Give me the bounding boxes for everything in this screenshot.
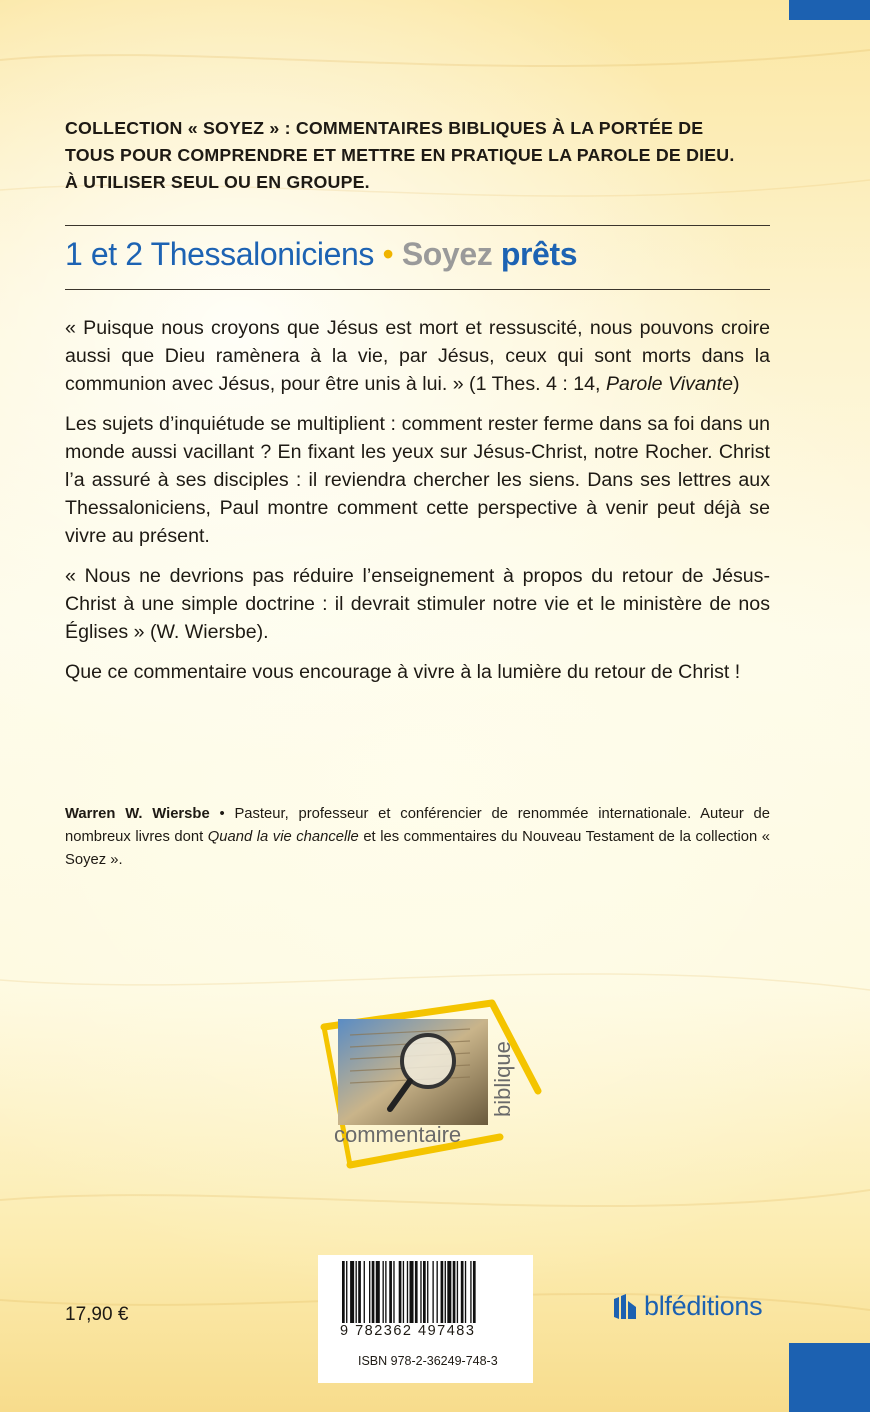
- isbn-label: ISBN 978-2-36249-748-3: [358, 1354, 498, 1368]
- title-separator: •: [382, 236, 394, 272]
- author-bio-end: et les commentaires du Nouveau Testament de la collection « Soyez ».: [65, 829, 770, 868]
- author-bio: [65, 803, 770, 872]
- title-prets: prêts: [500, 236, 578, 272]
- books-icon: [612, 1293, 638, 1321]
- back-cover-text: [65, 314, 770, 698]
- barcode-digits: 9 782362 497483: [340, 1323, 476, 1339]
- publisher-name: blféditions: [644, 1291, 763, 1321]
- collection-line-2: TOUS POUR COMPRENDRE ET METTRE EN PRATIQUE LA PAROLE DE DIEU.: [65, 145, 735, 165]
- top-divider: [65, 225, 770, 226]
- collection-line-1: COLLECTION « SOYEZ » : COMMENTAIRES BIBLIQUES À LA PORTÉE DE: [65, 118, 704, 138]
- paragraph-1: Les sujets d’inquiétude se multiplient : comment rester ferme dans sa foi dans un monde aussi vacillant ? En fixant les yeux sur Jésus-Christ, notre Rocher. Christ l’a assuré à ses disciples : il reviendra chercher les siens. Dans ses lettres aux Thessaloniciens, Paul montre comment cette perspective à venir peut déjà se vivre au présent.: [65, 413, 770, 547]
- logo-word-commentaire: commentaire: [334, 1122, 462, 1147]
- bottom-divider: [65, 289, 770, 290]
- author-bio-start: Pasteur, professeur et conférencier de renommée internationale. Auteur de nombreux livres dont: [65, 806, 770, 845]
- quote-1-source: Parole Vivante: [605, 373, 734, 395]
- blue-corner-top: [789, 0, 870, 20]
- logo-word-biblique: biblique: [490, 1041, 515, 1117]
- collection-line-3: À UTILISER SEUL OU EN GROUPE.: [65, 172, 370, 192]
- price: 17,90 €: [65, 1304, 129, 1325]
- commentaire-biblique-logo: [310, 995, 550, 1175]
- book-title: [65, 236, 577, 273]
- publisher-logo: [612, 1291, 762, 1322]
- quote-1-source-end: ): [733, 373, 740, 395]
- author-book: Quand la vie chancelle: [207, 829, 359, 845]
- quote-1-text: « Puisque nous croyons que Jésus est mort et ressuscité, nous pouvons croire aussi que Dieu ramènera à la vie, par Jésus, ceux qui sont morts dans la communion avec Jésus, pour être unis à lui. » (1 Thes. 4 : 14,: [65, 317, 770, 395]
- quote-1: [65, 314, 770, 398]
- author-bullet: •: [219, 806, 225, 822]
- title-main: 1 et 2 Thessaloniciens: [65, 236, 375, 272]
- barcode-bars: [342, 1261, 510, 1323]
- collection-description: [65, 115, 775, 196]
- quote-2: « Nous ne devrions pas réduire l’enseignement à propos du retour de Jésus-Christ à une simple doctrine : il devrait stimuler notre vie et le ministère de nos Églises » (W. Wiersbe).: [65, 565, 770, 643]
- blue-corner-bottom: [789, 1343, 870, 1412]
- author-name: Warren W. Wiersbe: [65, 806, 210, 822]
- title-soyez: Soyez: [401, 236, 493, 272]
- paragraph-2: Que ce commentaire vous encourage à vivre à la lumière du retour de Christ !: [65, 661, 741, 683]
